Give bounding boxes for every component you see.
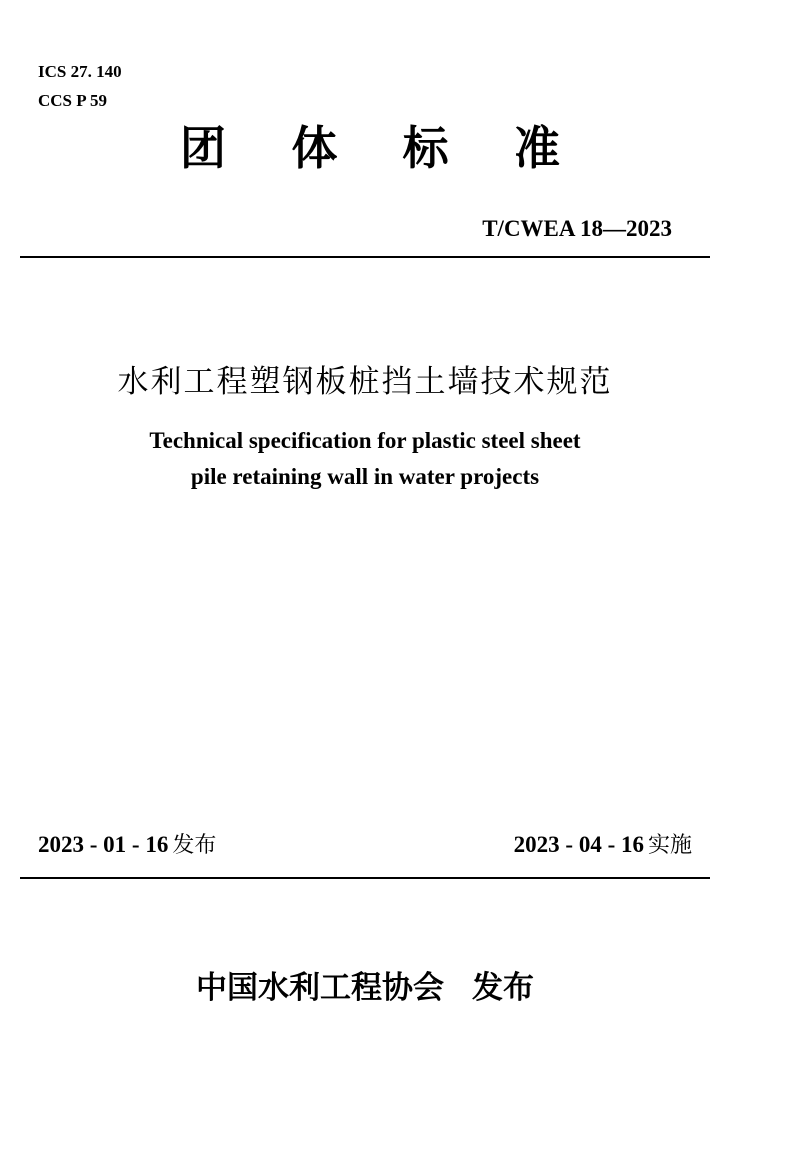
publish-date [38, 830, 216, 861]
publisher-name: 中国水利工程协会 [196, 970, 444, 1006]
publisher-suffix: 发布 [472, 970, 534, 1006]
standard-type-char: 标 [402, 121, 449, 175]
ics-code: ICS 27. 140 [38, 62, 122, 81]
implement-date-label: 实施 [647, 833, 692, 858]
standard-type-char: 团 [180, 121, 226, 175]
standard-type-heading [180, 118, 560, 178]
standard-type-char: 体 [291, 121, 338, 175]
top-divider [20, 256, 710, 258]
bottom-divider [20, 877, 710, 879]
title-chinese: 水利工程塑钢板桩挡土墙技术规范 [117, 364, 613, 400]
publish-date-label: 发布 [172, 833, 217, 858]
title-english-line-2: pile retaining wall in water projects [190, 464, 540, 489]
publish-date-value: 2023 - 01 - 16 [38, 832, 169, 857]
implement-date-value: 2023 - 04 - 16 [513, 832, 644, 857]
standard-type-char: 准 [513, 121, 560, 175]
title-english-line-1: Technical specification for plastic steel sheet [149, 428, 581, 453]
standard-number: T/CWEA 18—2023 [482, 216, 672, 241]
implement-date [514, 830, 692, 861]
ccs-code: CCS P 59 [38, 91, 107, 110]
publisher [0, 968, 730, 1008]
